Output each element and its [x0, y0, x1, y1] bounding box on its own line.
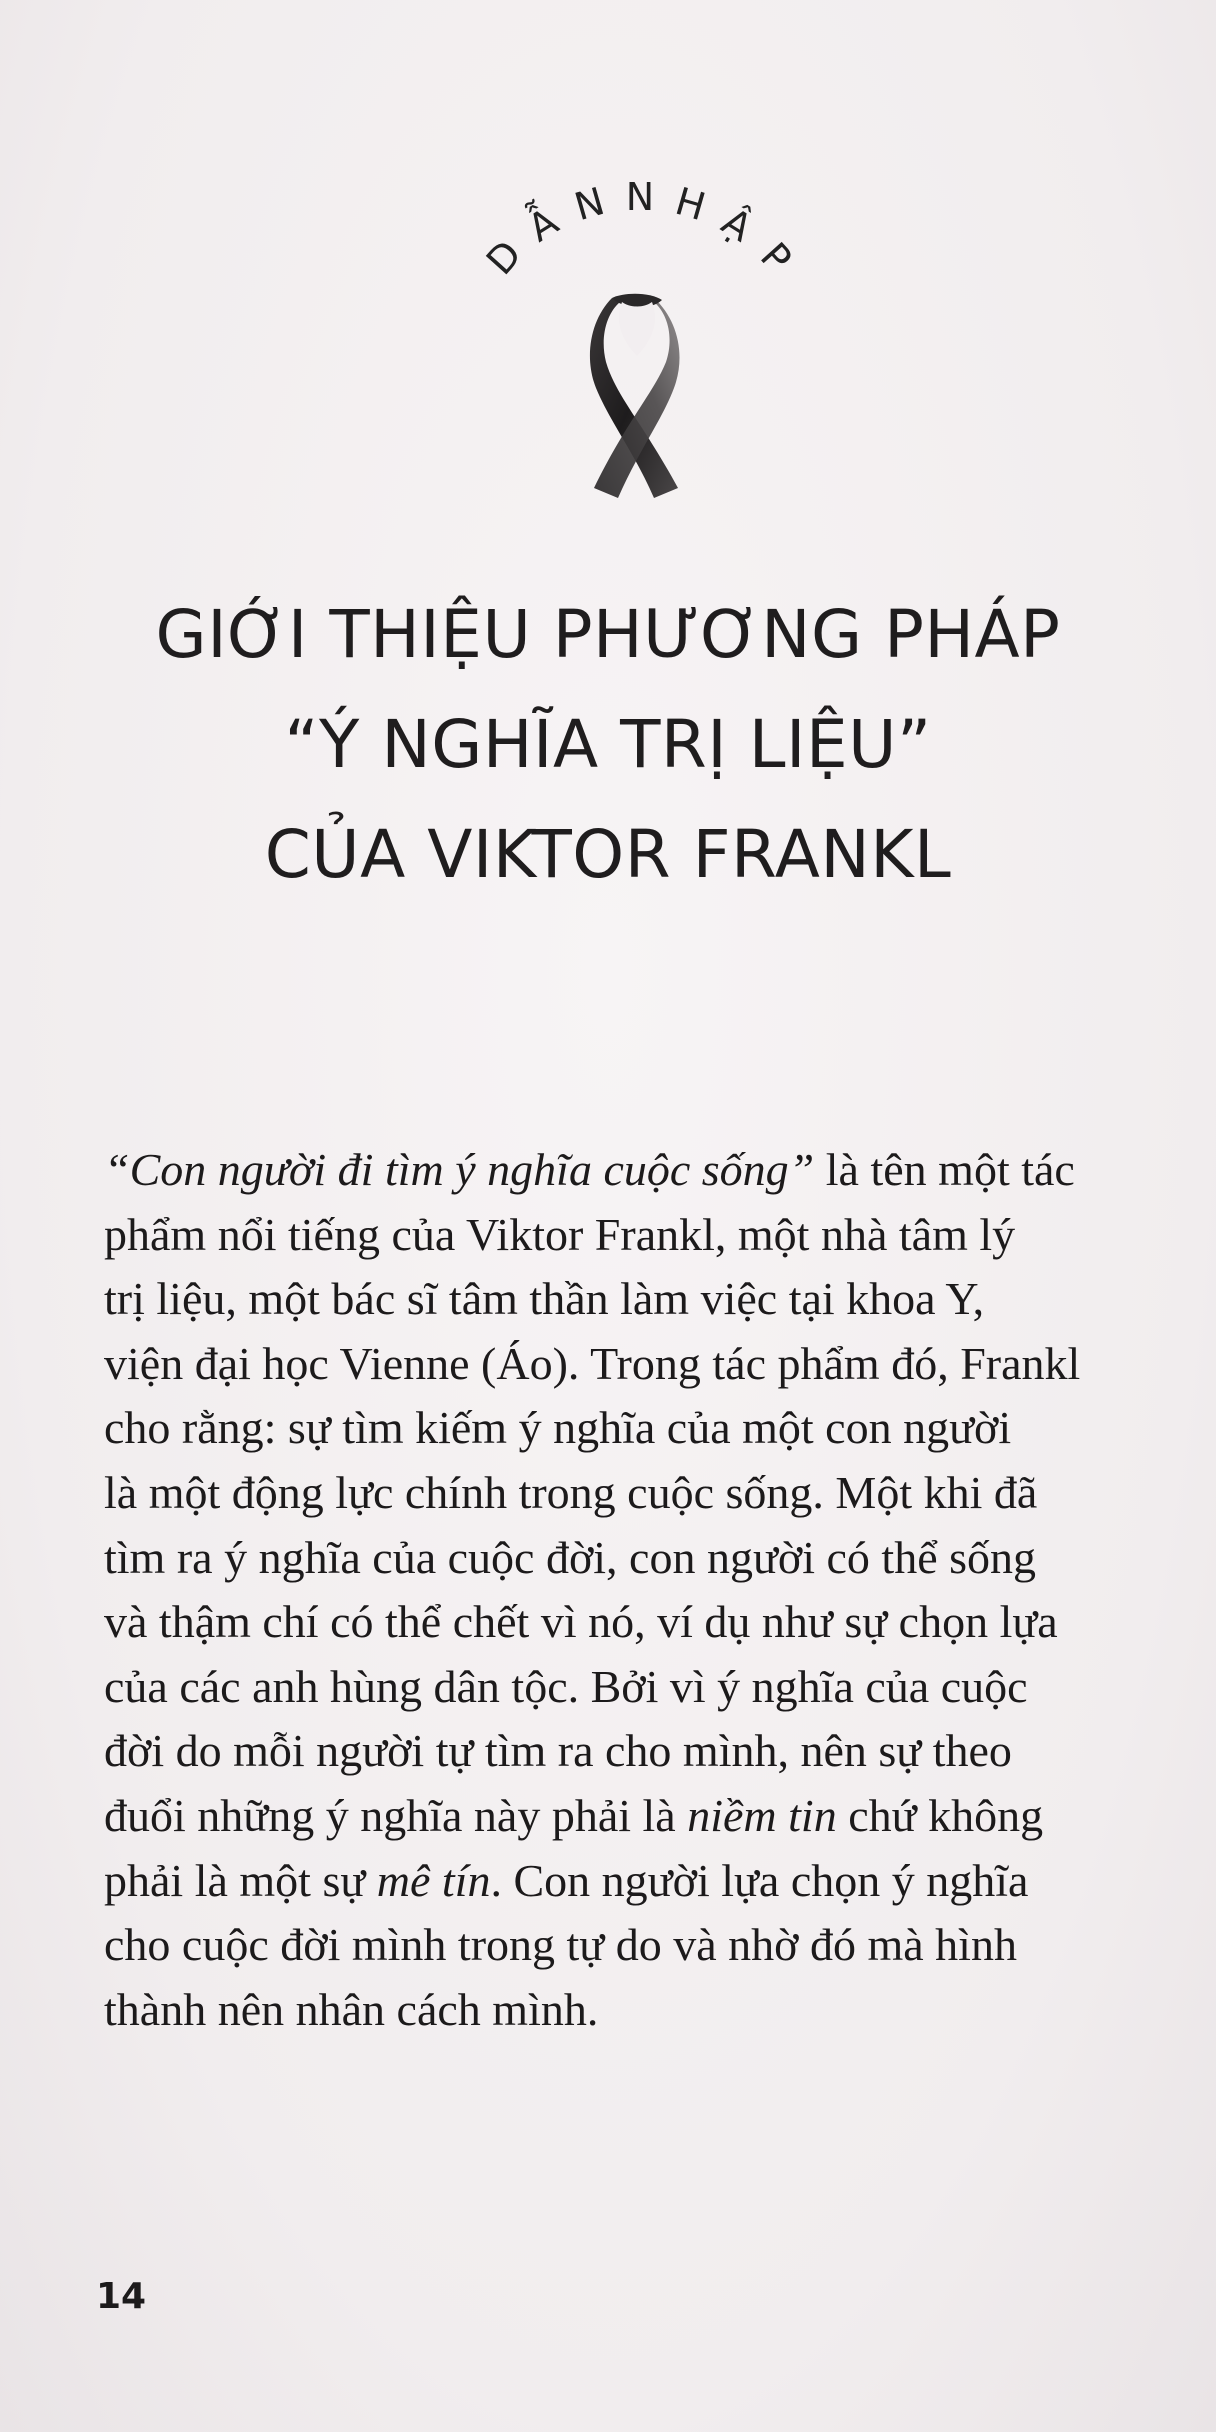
section-label-letter: P [751, 234, 800, 281]
title-line-1: GIỚI THIỆU PHƯƠNG PHÁP [155, 596, 1061, 673]
body-paragraph [104, 1138, 1184, 2042]
section-label-letter: N [625, 175, 655, 219]
body-text-segment: viện đại học Vienne (Áo). Trong tác phẩm đó, Frankl [104, 1337, 1081, 1389]
section-label-letters [478, 175, 800, 283]
body-line [104, 1138, 1184, 1203]
body-text-segment: đời do mỗi người tự tìm ra cho mình, nên sự theo [104, 1725, 1012, 1777]
body-text-segment: . Con người lựa chọn ý nghĩa [490, 1854, 1029, 1906]
body-text-segment: đuổi những ý nghĩa này phải là [104, 1789, 688, 1841]
page-number: 14 [96, 2276, 147, 2317]
body-line [104, 1784, 1184, 1849]
body-text-segment: và thậm chí có thể chết vì nó, ví dụ như sự chọn lựa [104, 1596, 1058, 1648]
body-text-segment: trị liệu, một bác sĩ tâm thần làm việc tại khoa Y, [104, 1273, 985, 1325]
body-line [104, 1913, 1184, 1978]
body-text-segment: phẩm nổi tiếng của Viktor Frankl, một nhà tâm lý [104, 1208, 1016, 1260]
body-text-segment: phải là một sự [104, 1854, 377, 1906]
section-label-letter: N [569, 179, 610, 230]
body-line [104, 1332, 1184, 1397]
body-line [104, 1396, 1184, 1461]
body-line [104, 1203, 1184, 1268]
body-line [104, 1526, 1184, 1591]
section-label-letter: D [477, 231, 531, 284]
italic-text: mê tín [376, 1854, 491, 1906]
body-text-segment: chứ không [836, 1789, 1044, 1841]
body-line [104, 1590, 1184, 1655]
body-text-segment: của các anh hùng dân tộc. Bởi vì ý nghĩa của cuộc [104, 1660, 1028, 1712]
section-label-letter: Ẫ [520, 199, 566, 251]
awareness-ribbon-icon [582, 292, 692, 502]
body-text-segment: cho cuộc đời mình trong tự do và nhờ đó mà hình [104, 1919, 1017, 1971]
body-text-segment: thành nên nhân cách mình. [104, 1983, 599, 2035]
body-text-segment: cho rằng: sự tìm kiếm ý nghĩa của một con người [104, 1402, 1012, 1454]
section-label-letter: Ậ [714, 199, 760, 251]
italic-text: “Con người đi tìm ý nghĩa cuộc sống” [104, 1144, 815, 1195]
body-line [104, 1719, 1184, 1784]
title-line-3: CỦA VIKTOR FRANKL [264, 816, 952, 893]
body-line [104, 1978, 1184, 2043]
body-line [104, 1849, 1184, 1914]
body-line [104, 1655, 1184, 1720]
chapter-title [0, 580, 1216, 910]
body-text-segment: là một động lực chính trong cuộc sống. Một khi đã [104, 1466, 1038, 1518]
ribbon-svg [582, 292, 692, 502]
body-text-segment: là tên một tác [814, 1144, 1075, 1195]
body-text-segment: tìm ra ý nghĩa của cuộc đời, con người có thể sống [104, 1531, 1037, 1583]
section-label-letter: H [670, 179, 711, 230]
italic-text: niềm tin [687, 1789, 837, 1841]
title-line-2: “Ý NGHĨA TRỊ LIỆU” [284, 706, 932, 783]
body-line [104, 1461, 1184, 1526]
body-line [104, 1267, 1184, 1332]
